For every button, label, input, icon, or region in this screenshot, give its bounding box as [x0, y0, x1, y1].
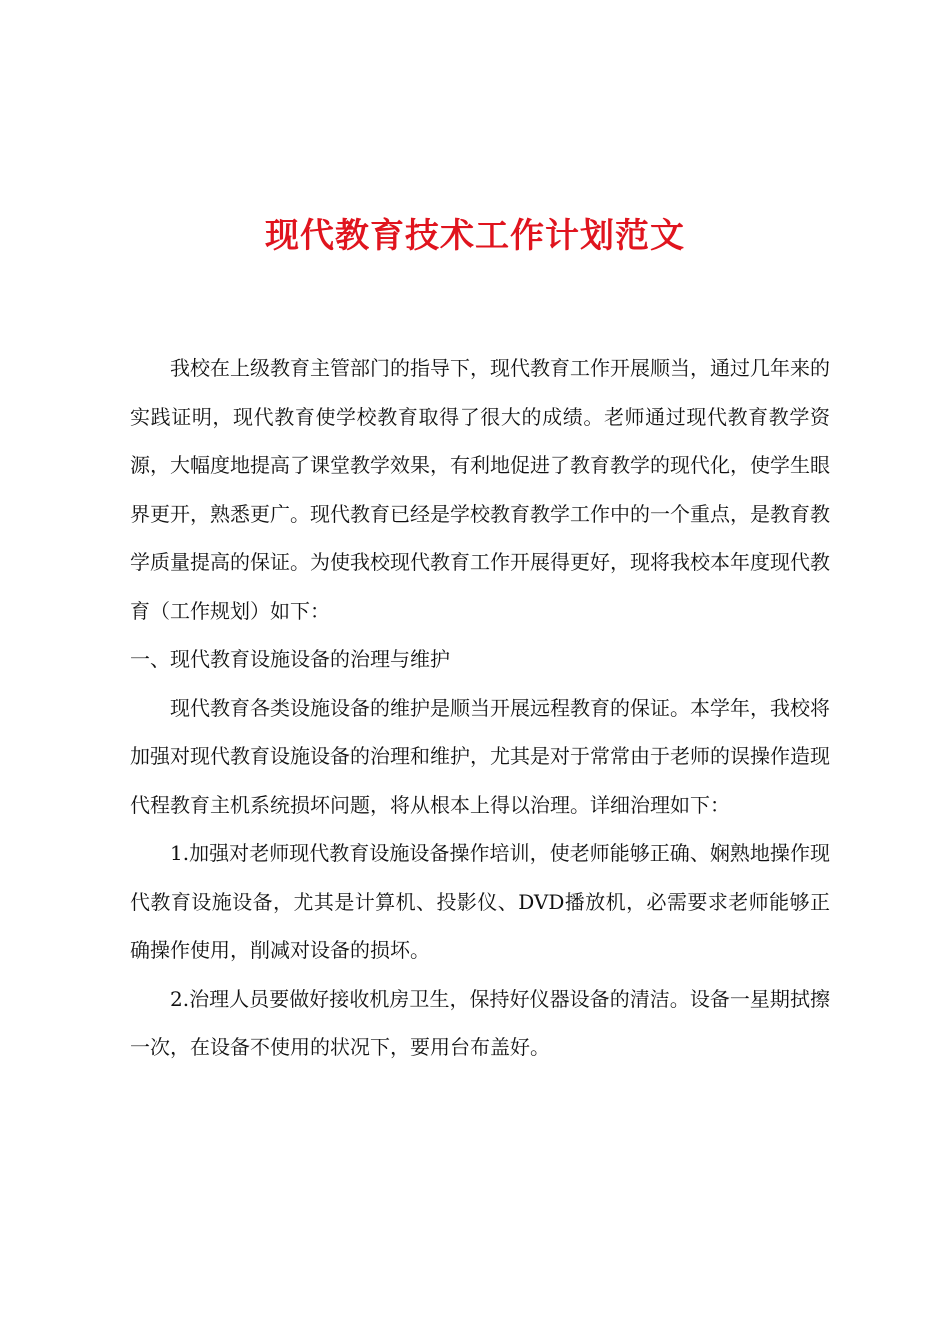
- section-heading: 一、现代教育设施设备的治理与维护: [130, 647, 450, 671]
- section-paragraph: 现代教育各类设施设备的维护是顺当开展远程教育的保证。本学年，我校将加强对现代教育设施设备的治理和维护，尤其是对于常常由于老师的误操作造现代程教育主机系统损坏问题，将从根本上得以治理。详细治理如下：: [130, 695, 830, 817]
- document-title: 现代教育技术工作计划范文: [265, 216, 685, 256]
- document-body: [130, 344, 830, 1072]
- list-item: 2.治理人员要做好接收机房卫生，保持好仪器设备的清洁。设备一星期拭擦一次，在设备不使用的状况下，要用台布盖好。: [130, 986, 830, 1059]
- list-item: 1.加强对老师现代教育设施设备操作培训，使老师能够正确、娴熟地操作现代教育设施设备，尤其是计算机、投影仪、DVD播放机，必需要求老师能够正确操作使用，削减对设备的损坏。: [130, 841, 830, 962]
- intro-paragraph: 我校在上级教育主管部门的指导下，现代教育工作开展顺当，通过几年来的实践证明，现代教育使学校教育取得了很大的成绩。老师通过现代教育教学资源，大幅度地提高了课堂教学效果，有利地促进了教育教学的现代化，使学生眼界更开，熟悉更广。现代教育已经是学校教育教学工作中的一个重点，是教育教学质量提高的保证。为使我校现代教育工作开展得更好，现将我校本年度现代教育（工作规划）如下：: [130, 356, 830, 623]
